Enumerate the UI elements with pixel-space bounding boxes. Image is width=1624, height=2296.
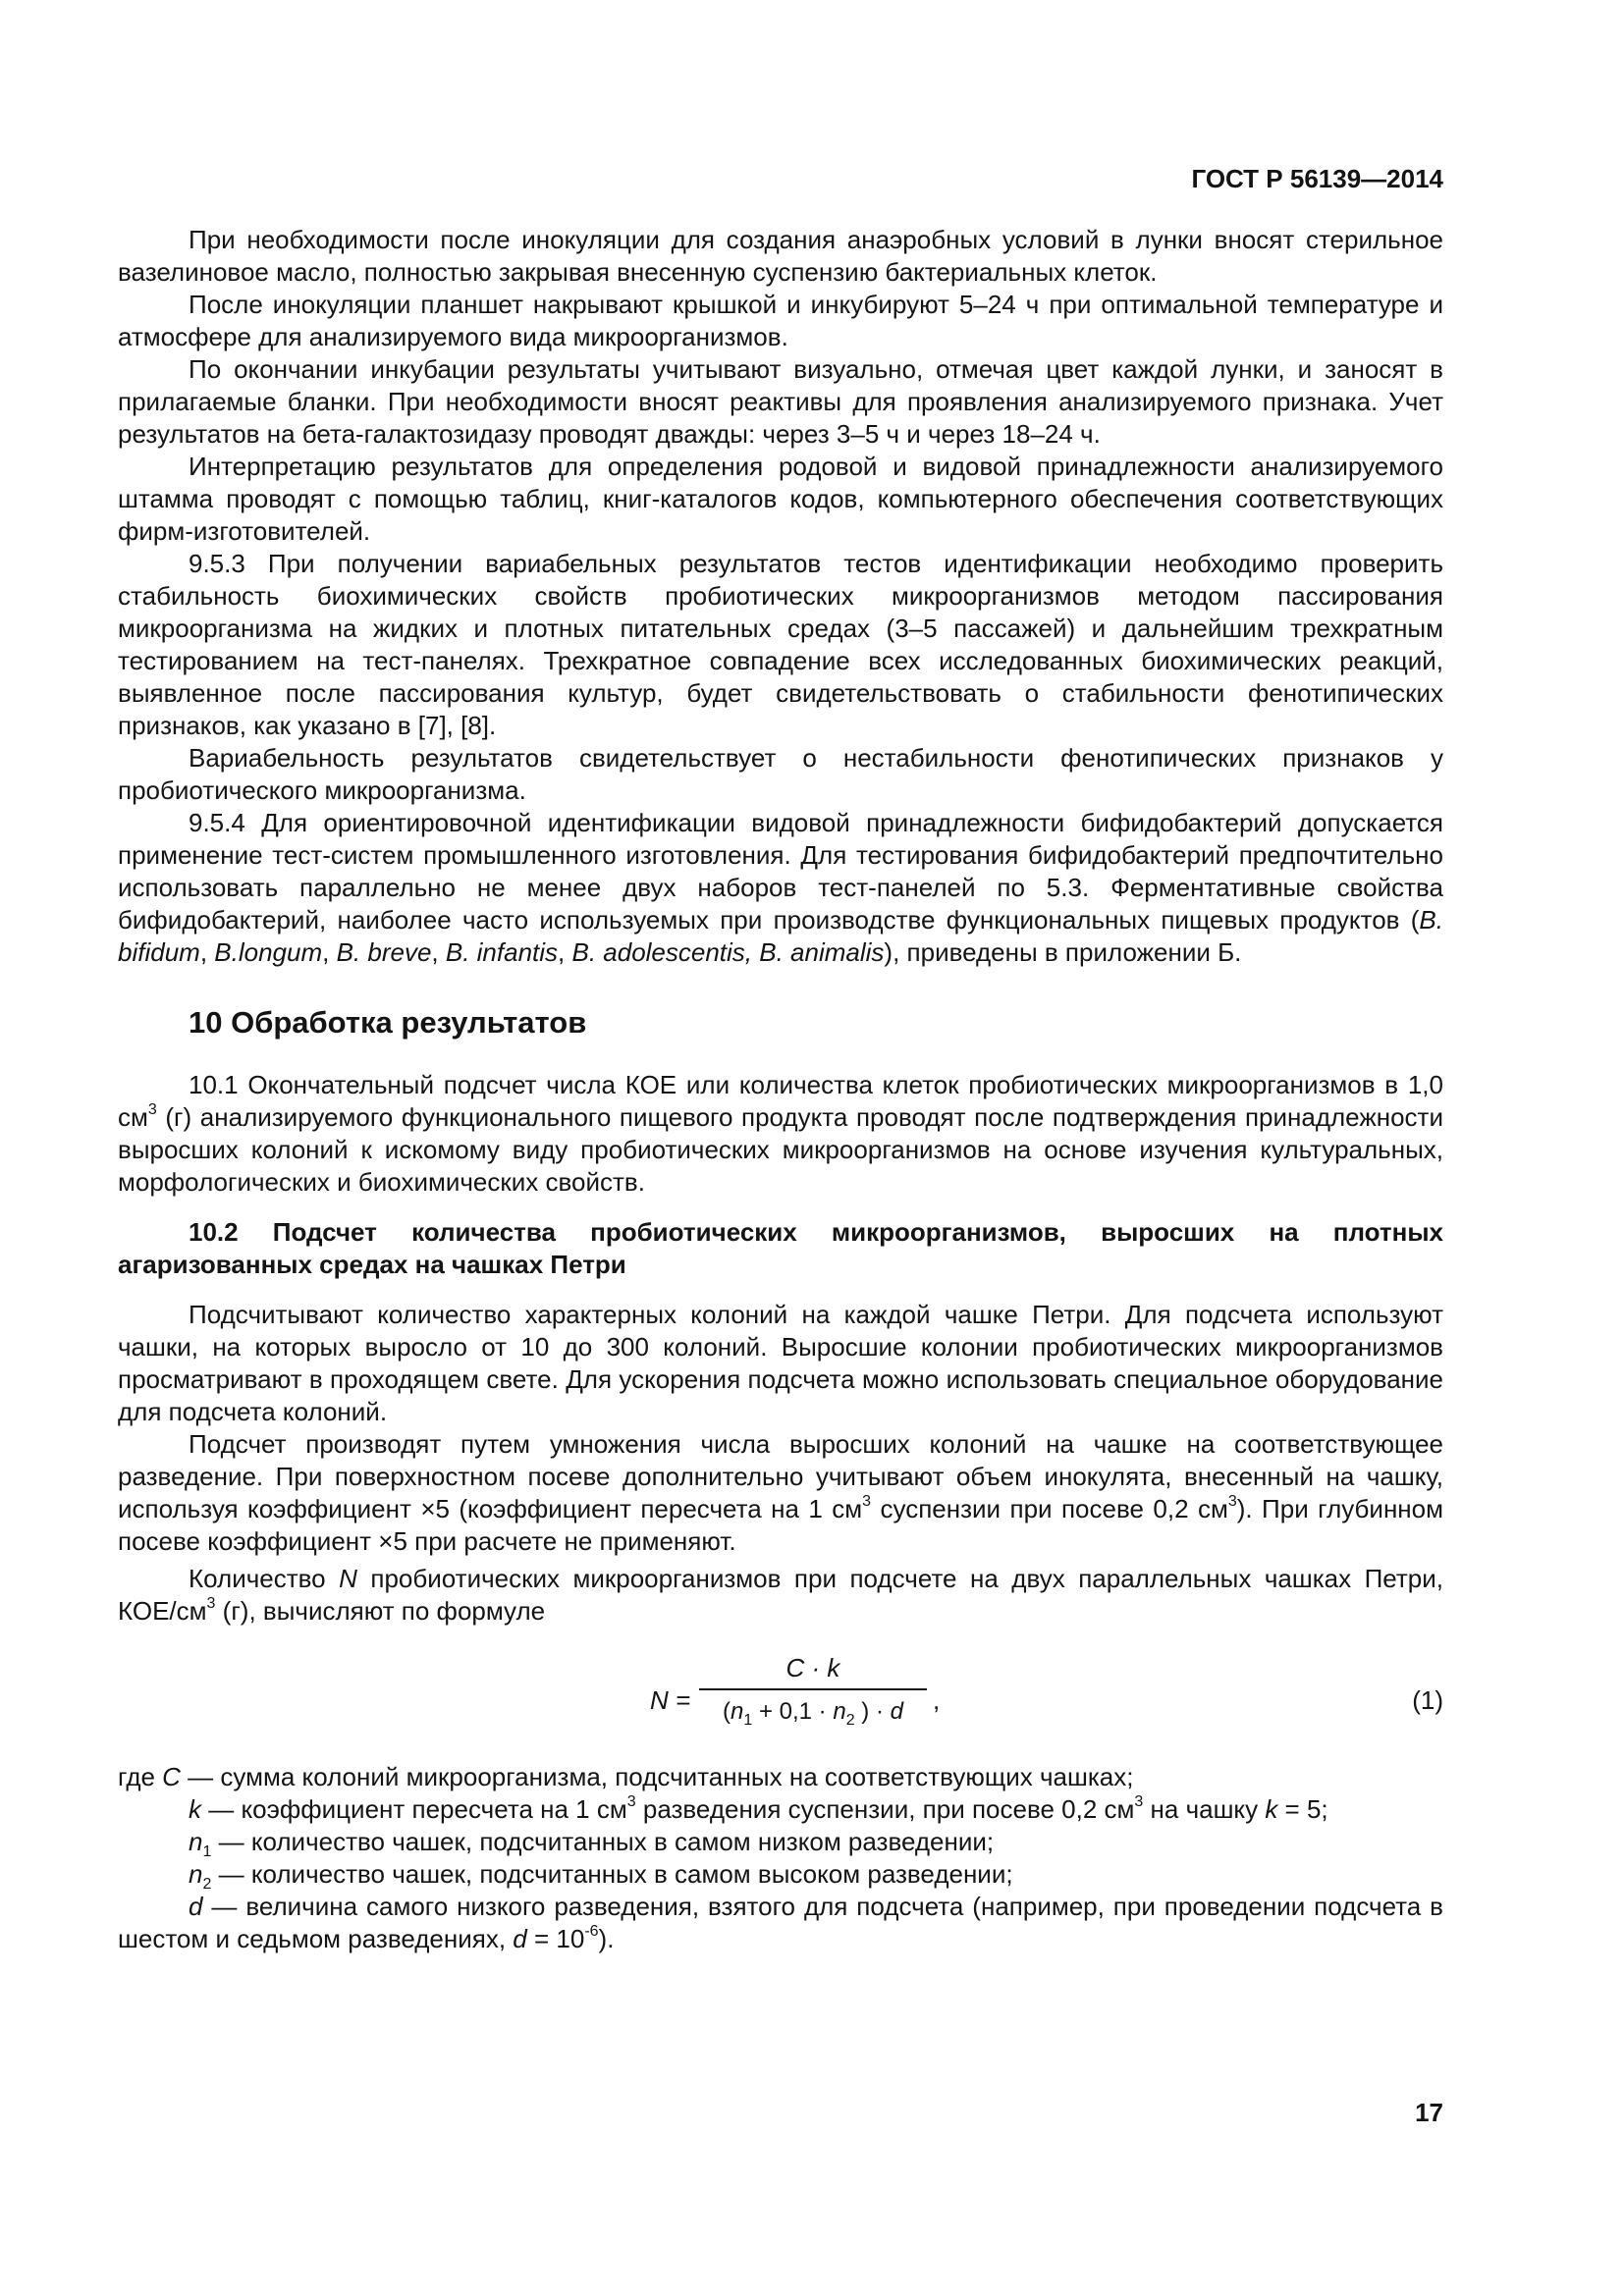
text-run: ). bbox=[598, 1924, 615, 1953]
text-run: суспензии при посеве 0,2 см bbox=[871, 1494, 1228, 1523]
den-n1: n bbox=[731, 1698, 744, 1725]
text-run: разведения суспензии, при посеве 0,2 см bbox=[635, 1794, 1135, 1824]
den-n1-sub: 1 bbox=[743, 1711, 753, 1729]
separator: , bbox=[558, 937, 572, 967]
text-run: ), приведены в приложении Б. bbox=[884, 937, 1242, 967]
den-close: ) · bbox=[854, 1698, 891, 1725]
text-run: (г), вычисляют по формуле bbox=[215, 1596, 546, 1626]
paragraph: Подсчитывают количество характерных колоний на каждой чашке Петри. Для подсчета используют чашки, на которых выросло от 10 до 300 колоний. Выросшие колонии пробиотических микроорганизмов просматривают в проходящем свете. Для ускорения подсчета можно использовать специальное оборудование для подсчета колоний. bbox=[118, 1300, 1443, 1426]
species-name: B. adolescentis, B. animalis bbox=[571, 937, 885, 967]
legend-n2 bbox=[118, 1858, 1443, 1894]
text-run: — количество чашек, подсчитанных в самом высоком разведении; bbox=[211, 1859, 1013, 1889]
superscript: 3 bbox=[862, 1493, 872, 1511]
page-content bbox=[118, 224, 1443, 1955]
text-run: = 10 bbox=[526, 1924, 585, 1953]
paragraph: Интерпретацию результатов для определения родовой и видовой принадлежности анализируемого штамма проводят с помощью таблиц, книг-каталогов кодов, компьютерного обеспечения соответствующих фирм-изготовителей. bbox=[118, 452, 1443, 546]
variable: k bbox=[1265, 1794, 1278, 1824]
legend-k bbox=[118, 1793, 1443, 1826]
superscript: -6 bbox=[584, 1923, 599, 1941]
species-name: B. bifidum bbox=[118, 905, 1443, 967]
separator: , bbox=[322, 937, 337, 967]
species-name: B. breve bbox=[336, 937, 432, 967]
variable: N bbox=[339, 1564, 357, 1593]
subscript: 2 bbox=[202, 1876, 212, 1894]
page-number: 17 bbox=[1415, 2098, 1443, 2127]
den-n2-sub: 2 bbox=[845, 1711, 855, 1729]
text-run: 9.5.4 Для ориентировочной идентификации видовой принадлежности бифидобактерий допускается применение тест-систем промышленного изготовления. Для тестирования бифидобактерий предпочтительно использовать параллельно не менее двух наборов тест-панелей по 5.3. Ферментативные свойства бифидобактерий, наиболее часто используемых при производстве функциональных пищевых продуктов ( bbox=[118, 808, 1443, 934]
variable: d bbox=[189, 1892, 203, 1921]
formula-numerator: C · k bbox=[785, 1653, 840, 1682]
den-open: ( bbox=[723, 1698, 731, 1725]
separator: , bbox=[431, 937, 446, 967]
standard-header: ГОСТ Р 56139—2014 bbox=[1191, 164, 1443, 193]
subsection-heading-10-2: 10.2 Подсчет количества пробиотических микроорганизмов, выросших на плотных агаризованных средах на чашках Петри bbox=[118, 1217, 1443, 1279]
separator: , bbox=[199, 937, 215, 967]
superscript: 3 bbox=[1134, 1793, 1144, 1811]
text-run: — количество чашек, подсчитанных в самом низком разведении; bbox=[211, 1827, 995, 1856]
paragraph: После инокуляции планшет накрывают крышкой и инкубируют 5–24 ч при оптимальной температуре и атмосфере для анализируемого вида микроорганизмов. bbox=[118, 290, 1443, 351]
formula-denominator bbox=[699, 1694, 927, 1730]
den-plus: + 0,1 · bbox=[752, 1698, 834, 1725]
text-run: — коэффициент пересчета на 1 см bbox=[201, 1794, 627, 1824]
text-run: 10.1 Окончательный подсчет числа КОЕ или количества клеток пробиотических микроорганизмов в 1,0 см bbox=[118, 1070, 1443, 1132]
variable: k bbox=[189, 1794, 201, 1824]
formula-comma: , bbox=[933, 1685, 941, 1715]
text-run: Количество bbox=[189, 1564, 340, 1593]
variable: C bbox=[162, 1762, 181, 1791]
formula-1 bbox=[118, 1651, 1443, 1741]
variable: n bbox=[189, 1827, 203, 1856]
subscript: 1 bbox=[202, 1843, 212, 1861]
text-run: ). При глубинном посеве коэффициент ×5 при расчете не применяют. bbox=[118, 1494, 1444, 1556]
paragraph: Вариабельность результатов свидетельствует о нестабильности фенотипических признаков у пробиотического микроорганизма. bbox=[118, 743, 1443, 805]
species-name: B.longum bbox=[214, 937, 323, 967]
paragraph: По окончании инкубации результаты учитывают визуально, отмечая цвет каждой лунки, и заносят в прилагаемые бланки. При необходимости вносят реактивы для проявления анализируемого признака. Учет результатов на бета-галактозидазу проводят дважды: через 3–5 ч и через 18–24 ч. bbox=[118, 354, 1443, 449]
superscript: 3 bbox=[626, 1793, 636, 1811]
text-run: — величина самого низкого разведения, взятого для подсчета (например, при проведении подсчета в шестом и седьмом разведениях, bbox=[118, 1892, 1443, 1953]
variable: d bbox=[513, 1924, 527, 1953]
superscript: 3 bbox=[1227, 1493, 1237, 1511]
text-run: — сумма колоний микроорганизма, подсчитанных на соответствующих чашках; bbox=[180, 1762, 1134, 1791]
text-run: на чашку bbox=[1143, 1794, 1266, 1824]
superscript: 3 bbox=[147, 1101, 157, 1119]
legend-c bbox=[118, 1761, 1443, 1793]
paragraph-10-1 bbox=[118, 1069, 1443, 1199]
variable: n bbox=[189, 1859, 203, 1889]
species-name: B. infantis bbox=[445, 937, 559, 967]
text-run: где bbox=[118, 1762, 163, 1791]
paragraph-9-5-4 bbox=[118, 807, 1443, 969]
legend-d bbox=[118, 1891, 1443, 1955]
text-run: = 5; bbox=[1277, 1794, 1328, 1824]
text-run: (г) анализируемого функционального пищевого продукта проводят после подтверждения принадлежности выросших колоний к искомому виду пробиотических микроорганизмов на основе изучения культуральных, морфологических и биохимических свойств. bbox=[118, 1102, 1443, 1197]
legend-n1 bbox=[118, 1826, 1443, 1861]
den-d: d bbox=[890, 1698, 903, 1725]
formula-fraction bbox=[699, 1651, 927, 1730]
paragraph bbox=[118, 1428, 1443, 1558]
superscript: 3 bbox=[206, 1595, 216, 1613]
fraction-bar bbox=[699, 1688, 927, 1690]
text-run: Подсчет производят путем умножения числа выросших колоний на чашке на соответствующее разведение. При поверхностном посеве дополнительно учитывают объем инокулята, внесенный на чашку, используя коэффициент ×5 (коэффициент пересчета на 1 см bbox=[118, 1429, 1443, 1523]
text-run: пробиотических микроорганизмов при подсчете на двух параллельных чашках Петри, КОЕ/см bbox=[118, 1564, 1443, 1626]
section-heading-10: 10 Обработка результатов bbox=[189, 1005, 587, 1040]
formula-number: (1) bbox=[1412, 1685, 1443, 1715]
den-n2: n bbox=[833, 1698, 846, 1725]
paragraph: При необходимости после инокуляции для создания анаэробных условий в лунки вносят стерильное вазелиновое масло, полностью закрывая внесенную суспензию бактериальных клеток. bbox=[118, 225, 1443, 287]
formula-lhs: N = bbox=[650, 1685, 691, 1715]
paragraph-9-5-3: 9.5.3 При получении вариабельных результатов тестов идентификации необходимо проверить стабильность биохимических свойств пробиотических микроорганизмов методом пассирования микроорганизма на жидких и плотных питательных средах (3–5 пассажей) и дальнейшим трехкратным тестированием на тест-панелях. Трехкратное совпадение всех исследованных биохимических реакций, выявленное после пассирования культур, будет свидетельствовать о стабильности фенотипических признаков, как указано в [7], [8]. bbox=[118, 549, 1443, 740]
paragraph bbox=[118, 1563, 1443, 1628]
